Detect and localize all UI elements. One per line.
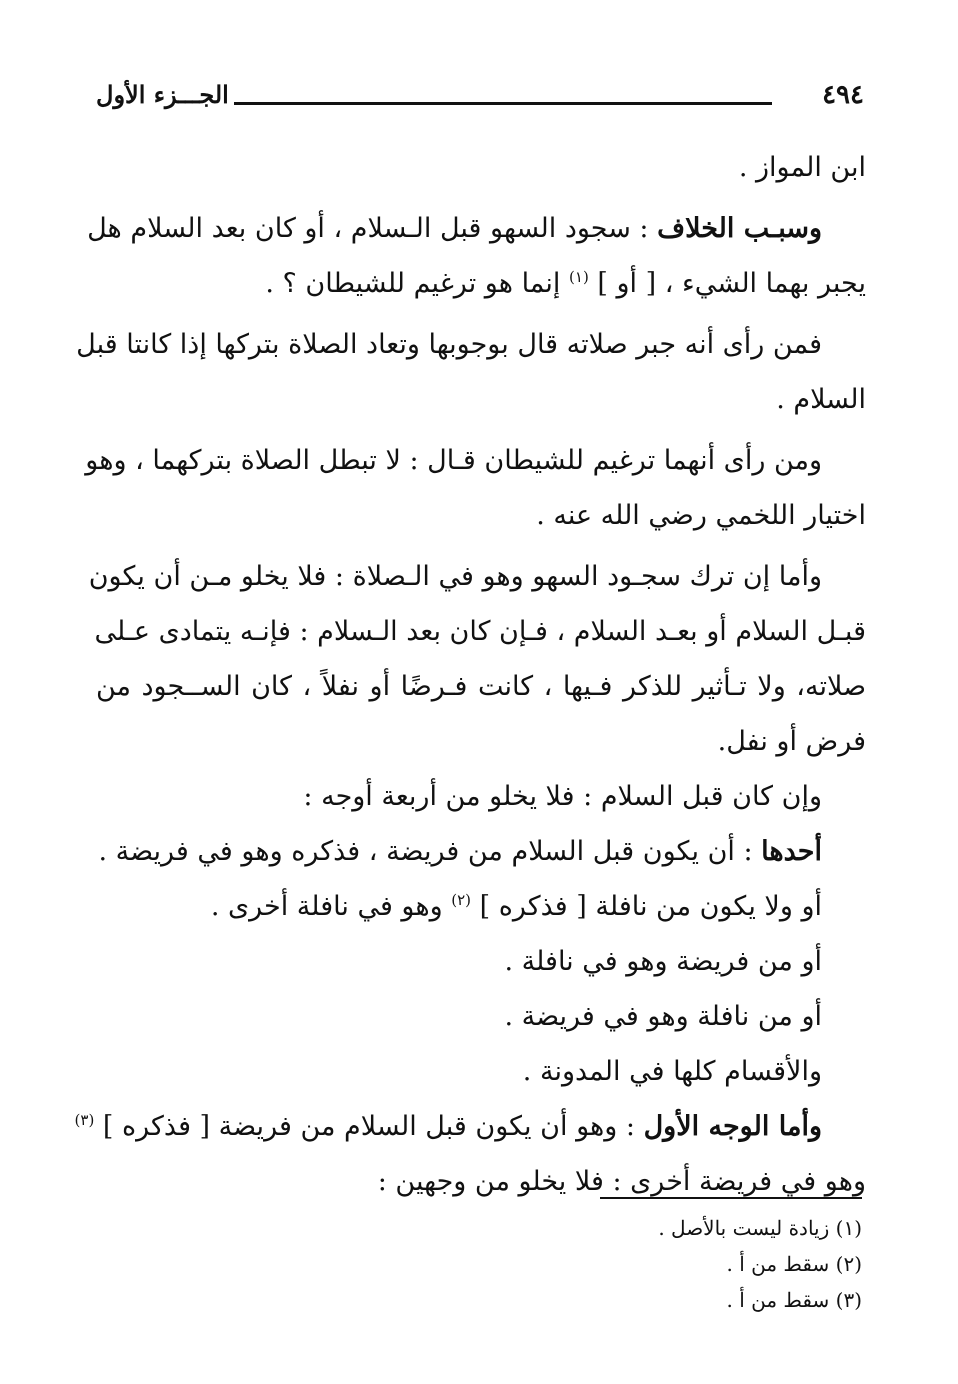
text-line-8: وأما إن ترك سجـود السهو وهو في الـصلاة : فلا يخلو مـن أن يكون — [88, 561, 822, 592]
text-line-6: ومن رأى أنهما ترغيم للشيطان قـال : لا تبطل الصلاة بتركهما ، وهو — [85, 445, 822, 476]
text-line-18 — [74, 1099, 866, 1154]
text-line-11: فرض أو نفل. — [717, 726, 866, 757]
text-line-12: وإن كان قبل السلام : فلا يخلو من أربعة أوجه : — [303, 781, 822, 812]
text-span: وهو في نافلة أخرى . — [210, 891, 452, 922]
text-line-3 — [96, 256, 866, 311]
text-span: أو ولا يكون من نافلة [ فذكره ] — [471, 891, 822, 922]
text-line-15: أو من فريضة وهو في نافلة . — [504, 946, 822, 977]
term-reason-of-dispute: وسبـب الخلاف — [657, 213, 822, 244]
part-title: الجـــزء الأول — [96, 80, 229, 109]
term-first-aspect: وأما الوجه الأول — [643, 1111, 822, 1142]
text-span: : سجود السهو قبل الـسلام ، أو كان بعد السلام هل — [87, 213, 658, 244]
text-line-14 — [96, 879, 866, 934]
term-first: أحدها — [761, 836, 822, 867]
text-line-9: قبـل السلام أو بعـد السلام ، فـإن كان بعد الـسلام : فإنـه يتمادى عـلى — [94, 616, 866, 647]
footnotes — [362, 1210, 862, 1318]
footnote-3: (٣) سقط من أ . — [726, 1288, 862, 1312]
footnote-2: (٢) سقط من أ . — [726, 1252, 862, 1276]
text-span: : أن يكون قبل السلام من فريضة ، فذكره وهو في فريضة . — [98, 836, 762, 867]
text-span: : وهو أن يكون قبل السلام من فريضة [ فذكره ] — [94, 1111, 644, 1142]
text-line-2 — [87, 201, 866, 256]
header-rule — [234, 102, 772, 105]
text-line-16: أو من نافلة وهو في فريضة . — [504, 1001, 822, 1032]
text-span: يجبر بهما الشيء ، [ أو ] — [588, 268, 866, 299]
footnote-ref-2: (٢) — [451, 891, 472, 909]
main-text — [74, 140, 866, 1209]
footnote-1: (١) زيادة ليست بالأصل . — [658, 1216, 862, 1240]
page-number: ٤٩٤ — [822, 80, 864, 110]
text-line-13 — [96, 824, 866, 879]
text-line-7: اختيار اللخمي رضي الله عنه . — [536, 500, 866, 531]
footnote-ref-3: (٣) — [74, 1111, 95, 1129]
footnote-ref-1: (١) — [569, 268, 589, 286]
text-line-1: ابن المواز . — [738, 152, 866, 183]
page-header — [96, 80, 864, 120]
text-line-10: صلاته، ولا تـأثير للذكر فـيها ، كانت فـرضًا أو نفلاً ، كان الســجود من — [96, 671, 866, 702]
text-span: إنما هو ترغيم للشيطان ؟ . — [265, 268, 570, 299]
text-line-19: وهو في فريضة أخرى : فلا يخلو من وجهين : — [377, 1166, 866, 1197]
text-line-17: والأقسام كلها في المدونة . — [522, 1056, 822, 1087]
text-line-5: السلام . — [776, 384, 866, 415]
text-line-4: فمن رأى أنه جبر صلاته قال بوجوبها وتعاد الصلاة بتركها إذا كانتا قبل — [76, 329, 822, 360]
footnote-rule — [600, 1197, 862, 1199]
